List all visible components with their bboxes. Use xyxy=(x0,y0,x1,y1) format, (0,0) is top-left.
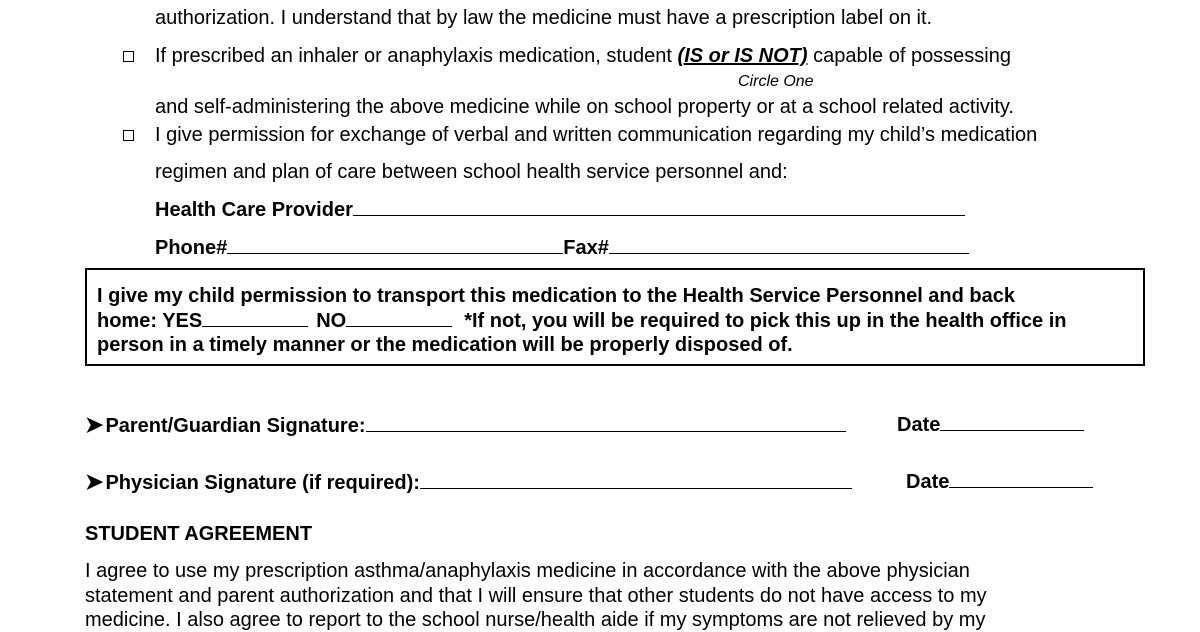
physician-date-row xyxy=(906,470,1093,494)
fax-field[interactable] xyxy=(609,237,969,254)
transport-line-3: person in a timely manner or the medication will be properly disposed of. xyxy=(97,334,793,356)
transport-note: *If not, you will be required to pick this up in the health office in xyxy=(464,309,1067,332)
inhaler-item-text xyxy=(155,44,1011,68)
parent-signature-label: Parent/Guardian Signature: xyxy=(105,415,366,437)
physician-signature-row xyxy=(85,470,852,495)
student-agreement-line-2: statement and parent authorization and that I will ensure that other students do not have access to my xyxy=(85,585,987,607)
arrow-right-icon: ➤ xyxy=(85,412,104,437)
physician-signature-label: Physician Signature (if required): xyxy=(105,472,420,494)
student-agreement-line-3: medicine. I also agree to report to the school nurse/health aide if my symptoms are not relieved by my xyxy=(85,609,986,631)
inhaler-item-continuation: and self-administering the above medicine while on school property or at a school related activity. xyxy=(155,96,1014,118)
yes-field[interactable] xyxy=(202,310,308,327)
intro-text: authorization. I understand that by law the medicine must have a prescription label on it. xyxy=(155,7,933,29)
physician-date-label: Date xyxy=(906,471,950,493)
yes-label: home: YES xyxy=(97,309,203,332)
arrow-right-icon: ➤ xyxy=(85,469,104,494)
transport-line-1: I give my child permission to transport this medication to the Health Service Personnel and back xyxy=(97,285,1016,307)
student-agreement-line-1: I agree to use my prescription asthma/anaphylaxis medicine in accordance with the above physician xyxy=(85,560,970,582)
parent-date-row xyxy=(897,413,1084,437)
no-label: NO xyxy=(316,309,347,332)
parent-date-label: Date xyxy=(897,414,941,436)
phone-fax-row xyxy=(155,236,969,260)
physician-signature-field[interactable] xyxy=(420,472,852,489)
health-care-provider-row xyxy=(155,198,965,222)
physician-date-field[interactable] xyxy=(949,471,1093,488)
student-agreement-heading: STUDENT AGREEMENT xyxy=(85,523,313,545)
permission-checkbox[interactable] xyxy=(123,130,134,141)
parent-signature-row xyxy=(85,413,846,438)
parent-signature-field[interactable] xyxy=(366,415,846,432)
fax-label: Fax# xyxy=(563,237,609,259)
permission-line-2: regimen and plan of care between school health service personnel and: xyxy=(155,161,788,183)
phone-field[interactable] xyxy=(227,237,563,254)
permission-line-1: I give permission for exchange of verbal and written communication regarding my child’s medication xyxy=(155,124,1038,146)
transport-permission-box xyxy=(85,268,1145,366)
transport-line-2 xyxy=(97,309,1133,334)
inhaler-item-pre: If prescribed an inhaler or anaphylaxis medication, student xyxy=(155,45,678,67)
inhaler-checkbox[interactable] xyxy=(123,51,134,62)
circle-one-note: Circle One xyxy=(738,73,814,90)
parent-date-field[interactable] xyxy=(940,414,1084,431)
inhaler-item-post: capable of possessing xyxy=(807,45,1011,67)
health-care-provider-label: Health Care Provider xyxy=(155,199,353,221)
phone-label: Phone# xyxy=(155,237,228,259)
health-care-provider-field[interactable] xyxy=(353,199,965,216)
no-field[interactable] xyxy=(346,310,452,327)
is-or-is-not-options[interactable]: (IS or IS NOT) xyxy=(677,45,808,67)
